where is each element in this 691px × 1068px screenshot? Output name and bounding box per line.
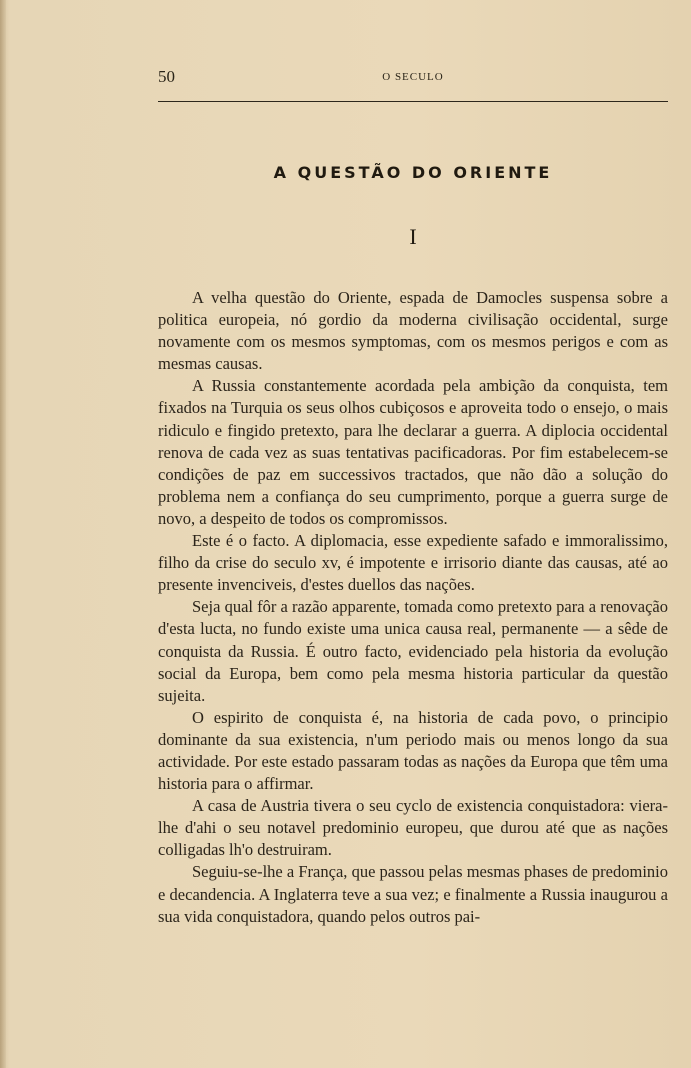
paragraph: O espirito de conquista é, na historia de cada povo, o principio dominante da sua existencia, n'um periodo mais ou menos longo da sua actividade. Por este estado passaram todas as nações da Europa que têm uma historia para o affirmar.: [158, 707, 668, 794]
section-number: I: [409, 224, 417, 249]
paragraph: A casa de Austria tivera o seu cyclo de existencia conquistadora: viera-lhe d'ahi o seu notavel predominio europeu, que durou até que as nações colligadas lh'o destruiram.: [158, 796, 668, 860]
article-body: [158, 287, 668, 928]
paragraph: Seja qual fôr a razão apparente, tomada como pretexto para a renovação d'esta lucta, no fundo existe uma unica causa real, permanente — a sêde de conquista da Russia. É outro facto, evidenciado pela historia da evolução social da Europa, bem como pela mesma historia particular da questão sujeita.: [158, 597, 668, 705]
running-head: O SECULO: [382, 71, 444, 83]
paragraph: Seguiu-se-lhe a França, que passou pelas mesmas phases de predominio e decandencia. A Inglaterra teve a sua vez; e finalmente a Russia inaugurou a sua vida conquistadora, quando pelos outros pai-: [158, 862, 668, 926]
paragraph: A velha questão do Oriente, espada de Damocles suspensa sobre a politica europeia, nó gordio da moderna civilisação occidental, surge novamente com os mesmos symptomas, com os mesmos perigos e com as mesmas causas.: [158, 288, 668, 374]
page-number: 50: [158, 67, 175, 86]
article-title: A QUESTÃO DO ORIENTE: [273, 163, 553, 182]
paragraph: A Russia constantemente acordada pela ambição da conquista, tem fixados na Turquia os seus olhos cubiçosos e aproveita todo o ensejo, o mais ridiculo e fingido pretexto, para lhe declarar a guerra. A diplocia occidental renova de cada vez as suas tentativas pacificadoras. Por fim estabelecem-se condições de paz em successivos tractados, que não dão a solução do problema nem a confiança do seu cumprimento, porque a guerra surge de novo, a despeito de todos os compromissos.: [158, 376, 668, 528]
page-header: [158, 67, 668, 89]
header-rule: [158, 101, 668, 102]
paragraph: Este é o facto. A diplomacia, esse expediente safado e immoralissimo, filho da crise do seculo xv, é impotente e irrisorio diante das causas, até ao presente invenciveis, d'estes duellos das nações.: [158, 531, 668, 595]
page-edge: [0, 0, 6, 1068]
